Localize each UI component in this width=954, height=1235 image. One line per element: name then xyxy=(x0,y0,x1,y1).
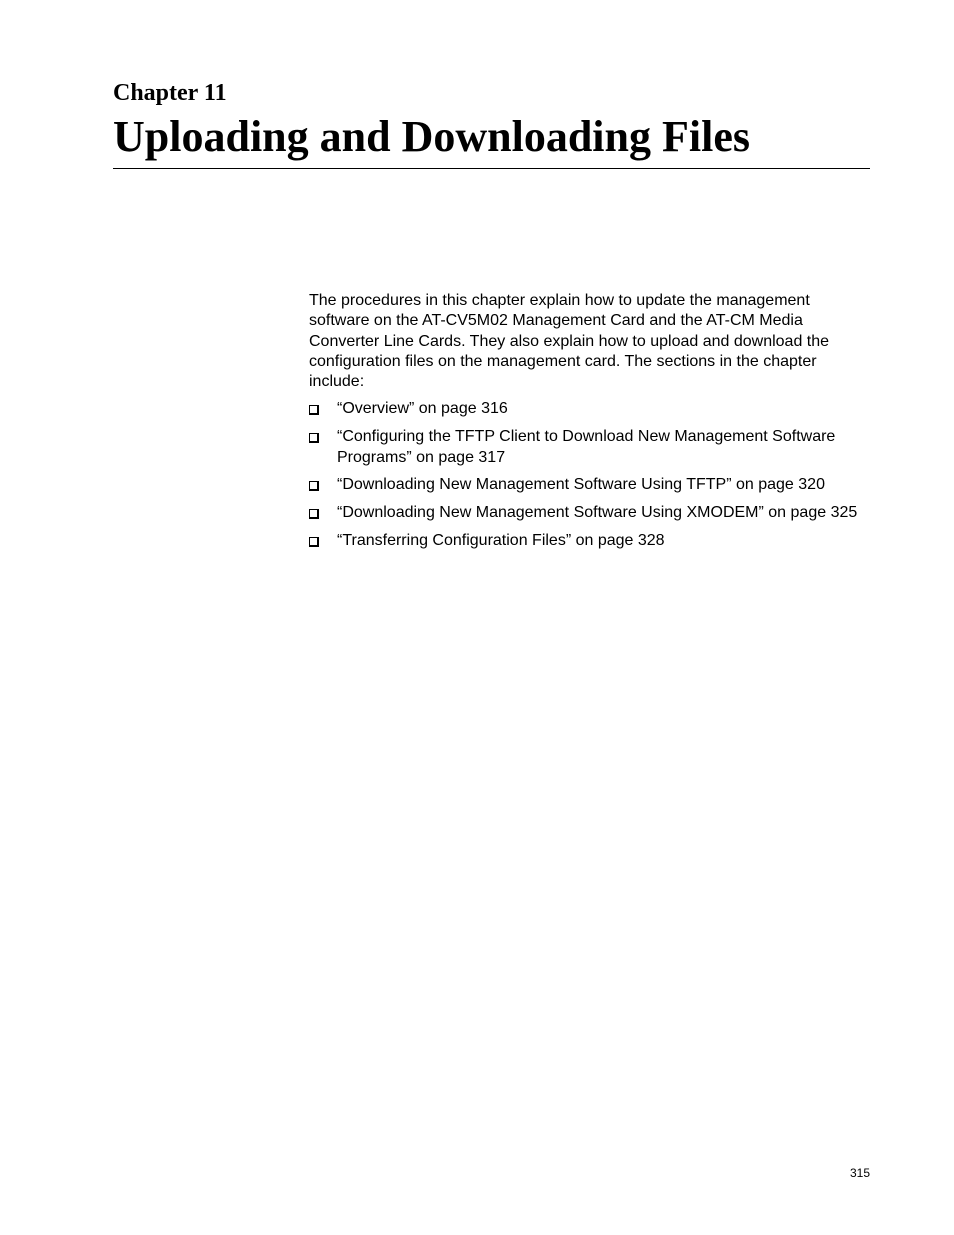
chapter-label: Chapter 11 xyxy=(113,80,227,106)
chapter-title: Uploading and Downloading Files xyxy=(113,112,750,161)
list-item xyxy=(309,531,874,551)
section-link-configuring-tftp[interactable]: “Configuring the TFTP Client to Download New Management Software Programs” on page 317 xyxy=(337,428,836,466)
section-link-downloading-xmodem[interactable]: “Downloading New Management Software Using XMODEM” on page 325 xyxy=(337,504,858,522)
section-link-overview[interactable]: “Overview” on page 316 xyxy=(337,400,508,418)
intro-paragraph: The procedures in this chapter explain how to update the management software on the AT-CV5M02 Management Card and the AT-CM Media Converter Line Cards. They also explain how to upload and download the configuration files on the management card. The sections in the chapter include: xyxy=(309,292,830,391)
checkbox-bullet-icon xyxy=(309,537,319,547)
page-number: 315 xyxy=(849,1166,870,1180)
section-link-downloading-tftp[interactable]: “Downloading New Management Software Using TFTP” on page 320 xyxy=(337,476,825,494)
checkbox-bullet-icon xyxy=(309,433,319,443)
chapter-body xyxy=(309,291,874,559)
list-item xyxy=(309,399,874,419)
list-item xyxy=(309,503,874,523)
checkbox-bullet-icon xyxy=(309,405,319,415)
checkbox-bullet-icon xyxy=(309,509,319,519)
list-item xyxy=(309,475,874,495)
section-list xyxy=(309,399,874,551)
list-item xyxy=(309,427,874,468)
checkbox-bullet-icon xyxy=(309,481,319,491)
section-link-transferring-config[interactable]: “Transferring Configuration Files” on page 328 xyxy=(337,531,665,549)
title-divider xyxy=(113,168,870,169)
